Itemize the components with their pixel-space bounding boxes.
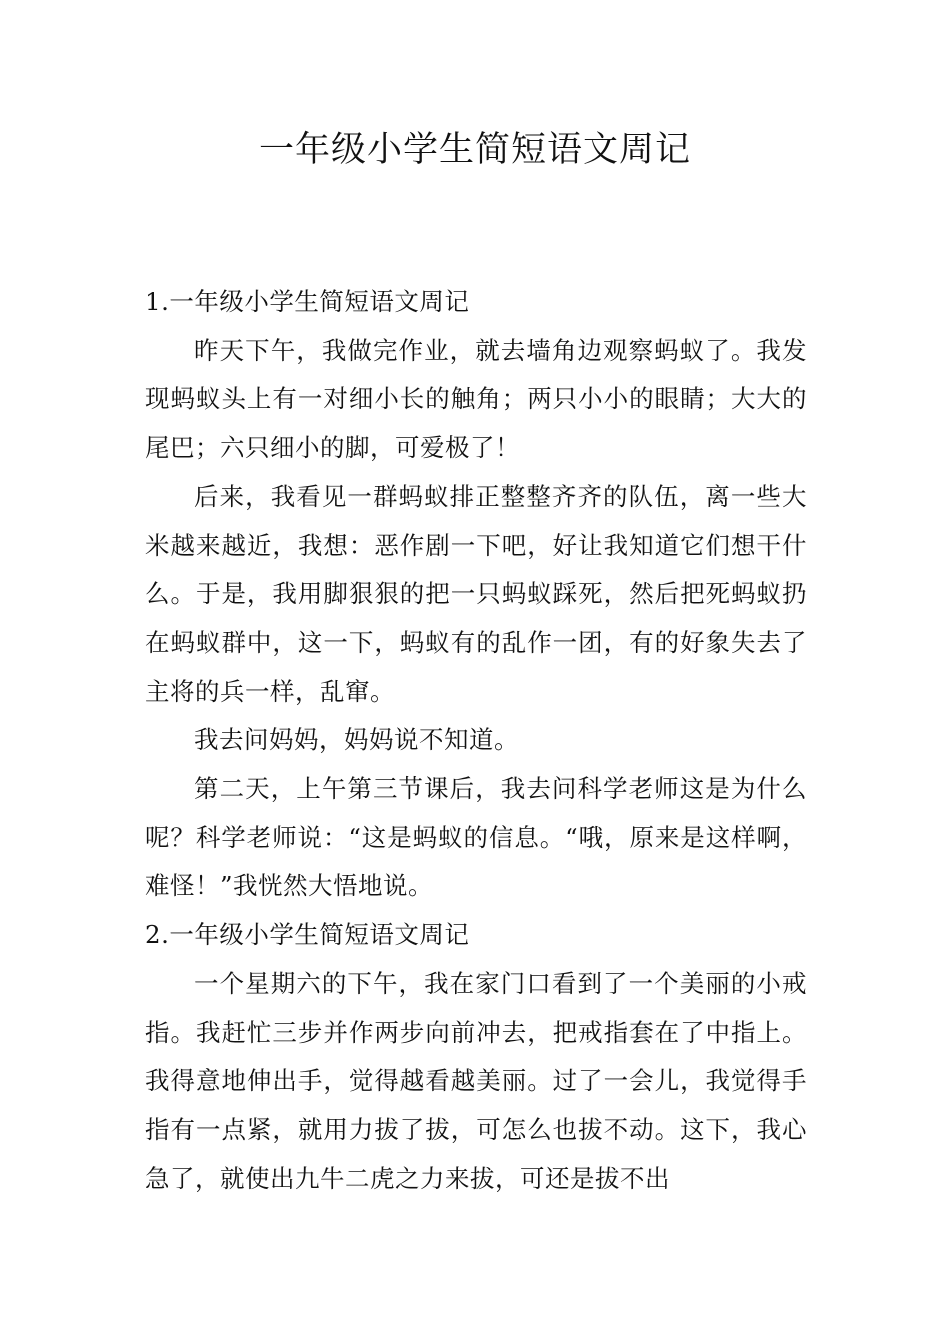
paragraph: 一个星期六的下午，我在家门口看到了一个美丽的小戒指。我赶忙三步并作两步向前冲去，把戒指套在了中指上。我得意地伸出手，觉得越看越美丽。过了一会儿，我觉得手指有一点紧，就用力拔了拔，可怎么也拔不动。这下，我心急了，就使出九牛二虎之力来拔，可还是拔不出 bbox=[145, 968, 807, 1193]
paragraph: 昨天下午，我做完作业，就去墙角边观察蚂蚁了。我发现蚂蚁头上有一对细小长的触角；两只小小的眼睛；大大的尾巴；六只细小的脚，可爱极了！ bbox=[145, 335, 807, 463]
section-heading-2: 2.一年级小学生简短语文周记 bbox=[145, 920, 470, 950]
paragraph: 后来，我看见一群蚂蚁排正整整齐齐的队伍，离一些大米越来越近，我想：恶作剧一下吧，好让我知道它们想干什么。于是，我用脚狠狠的把一只蚂蚁踩死，然后把死蚂蚁扔在蚂蚁群中，这一下，蚂蚁有的乱作一团，有的好象失去了主将的兵一样，乱窜。 bbox=[145, 481, 807, 706]
paragraph: 第二天，上午第三节课后，我去问科学老师这是为什么呢？科学老师说：“这是蚂蚁的信息。“哦，原来是这样啊，难怪！”我恍然大悟地说。 bbox=[145, 774, 807, 901]
document-title: 一年级小学生简短语文周记 bbox=[258, 130, 691, 170]
section-heading-1: 1.一年级小学生简短语文周记 bbox=[145, 287, 470, 316]
paragraph: 我去问妈妈，妈妈说不知道。 bbox=[194, 725, 519, 755]
document-body bbox=[145, 278, 807, 1203]
